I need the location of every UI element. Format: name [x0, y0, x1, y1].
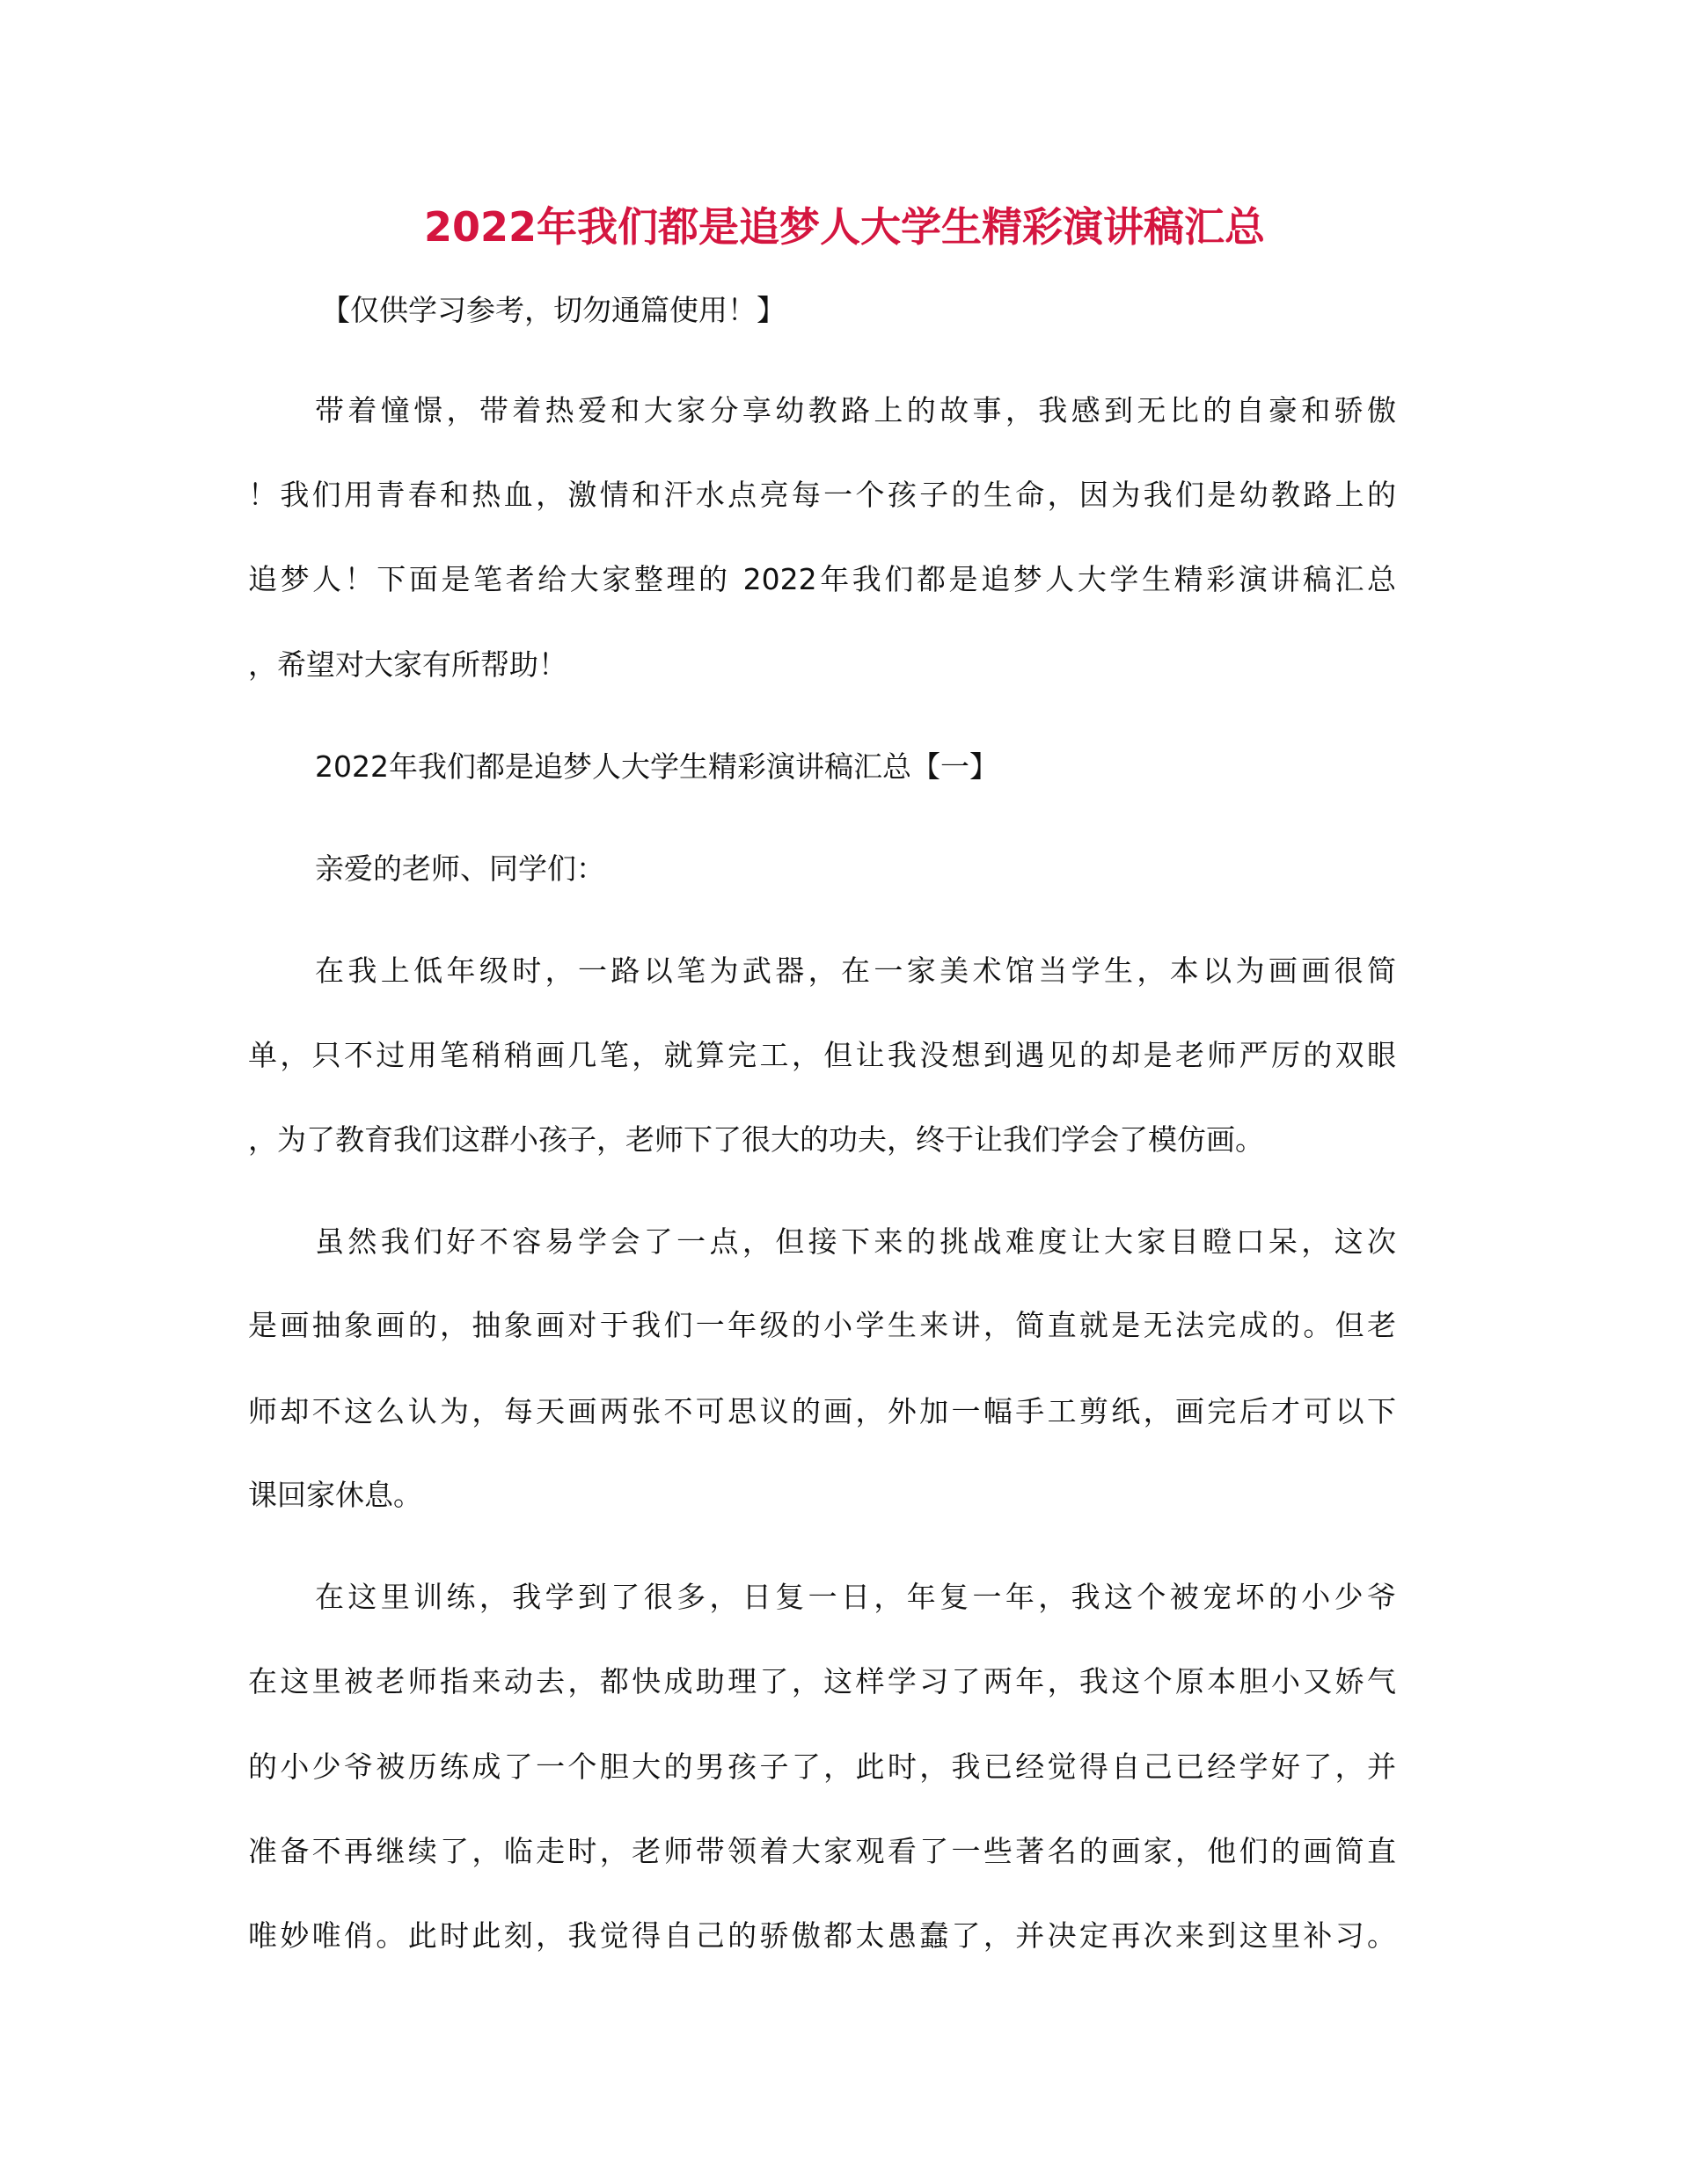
- paragraph-line: 单，只不过用笔稍稍画几笔，就算完工，但让我没想到遇见的却是老师严厉的双眼: [248, 1038, 1396, 1072]
- section-heading: 2022年我们都是追梦人大学生精彩演讲稿汇总【一】: [315, 749, 998, 784]
- paragraph-line: 在我上低年级时，一路以笔为武器，在一家美术馆当学生，本以为画画很简: [315, 953, 1396, 988]
- paragraph-line: ，为了教育我们这群小孩子，老师下了很大的功夫，终于让我们学会了模仿画。: [248, 1122, 1264, 1157]
- intro-line: ，希望对大家有所帮助！: [248, 647, 567, 682]
- intro-line: ！我们用青春和热血，激情和汗水点亮每一个孩子的生命，因为我们是幼教路上的: [248, 478, 1396, 512]
- paragraph-line: 在这里训练，我学到了很多，日复一日，年复一年，我这个被宠坏的小少爷: [315, 1580, 1396, 1614]
- intro-line: 追梦人！下面是笔者给大家整理的 2022年我们都是追梦人大学生精彩演讲稿汇总: [248, 562, 1396, 596]
- paragraph-line: 唯妙唯俏。此时此刻，我觉得自己的骄傲都太愚蠢了，并决定再次来到这里补习。: [248, 1918, 1396, 1953]
- paragraph-line: 师却不这么认为，每天画两张不可思议的画，外加一幅手工剪纸，画完后才可以下: [248, 1394, 1396, 1428]
- paragraph-line: 在这里被老师指来动去，都快成助理了，这样学习了两年，我这个原本胆小又娇气: [248, 1664, 1396, 1698]
- paragraph-line: 虽然我们好不容易学会了一点，但接下来的挑战难度让大家目瞪口呆，这次: [315, 1224, 1396, 1259]
- document-title: 2022年我们都是追梦人大学生精彩演讲稿汇总: [423, 203, 1266, 251]
- notice-text: 【仅供学习参考，切勿通篇使用！】: [321, 293, 786, 327]
- intro-line: 带着憧憬，带着热爱和大家分享幼教路上的故事，我感到无比的自豪和骄傲: [315, 393, 1396, 427]
- paragraph-line: 准备不再继续了，临走时，老师带领着大家观看了一些著名的画家，他们的画简直: [248, 1834, 1396, 1868]
- salutation: 亲爱的老师、同学们：: [315, 851, 605, 886]
- paragraph-line: 的小少爷被历练成了一个胆大的男孩子了，此时，我已经觉得自己已经学好了，并: [248, 1749, 1396, 1784]
- paragraph-line: 课回家休息。: [248, 1478, 422, 1512]
- paragraph-line: 是画抽象画的，抽象画对于我们一年级的小学生来讲，简直就是无法完成的。但老: [248, 1308, 1396, 1342]
